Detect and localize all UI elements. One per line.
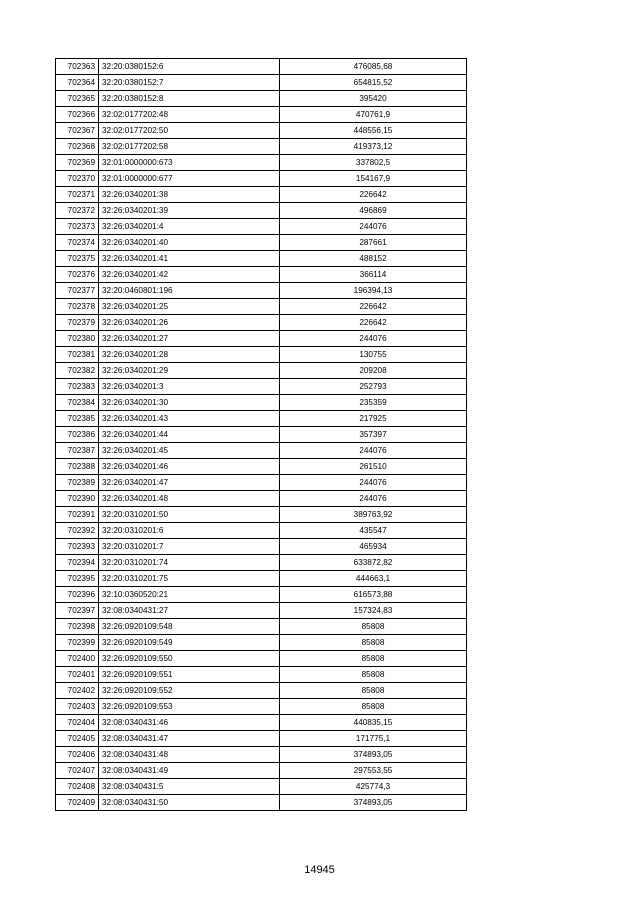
row-id-cell: 702390 bbox=[56, 491, 99, 507]
row-id-cell: 702383 bbox=[56, 379, 99, 395]
value-cell: 154167,9 bbox=[280, 171, 467, 187]
row-id-cell: 702377 bbox=[56, 283, 99, 299]
row-id-cell: 702409 bbox=[56, 795, 99, 811]
table-row bbox=[56, 219, 467, 235]
value-cell: 357397 bbox=[280, 427, 467, 443]
cadastral-number-cell: 32:26:0340201:39 bbox=[99, 203, 280, 219]
table-row bbox=[56, 331, 467, 347]
row-id-cell: 702402 bbox=[56, 683, 99, 699]
cadastral-number-cell: 32:26:0920109:548 bbox=[99, 619, 280, 635]
table-row bbox=[56, 187, 467, 203]
row-id-cell: 702367 bbox=[56, 123, 99, 139]
row-id-cell: 702391 bbox=[56, 507, 99, 523]
cadastral-number-cell: 32:26:0340201:3 bbox=[99, 379, 280, 395]
cadastral-number-cell: 32:01:0000000:677 bbox=[99, 171, 280, 187]
table-row bbox=[56, 507, 467, 523]
table-row bbox=[56, 523, 467, 539]
table-row bbox=[56, 363, 467, 379]
row-id-cell: 702388 bbox=[56, 459, 99, 475]
table-row bbox=[56, 155, 467, 171]
cadastral-number-cell: 32:26:0340201:46 bbox=[99, 459, 280, 475]
table-row bbox=[56, 539, 467, 555]
row-id-cell: 702399 bbox=[56, 635, 99, 651]
row-id-cell: 702403 bbox=[56, 699, 99, 715]
cadastral-number-cell: 32:20:0460801:196 bbox=[99, 283, 280, 299]
value-cell: 226642 bbox=[280, 315, 467, 331]
value-cell: 252793 bbox=[280, 379, 467, 395]
table-row bbox=[56, 379, 467, 395]
table-body bbox=[56, 59, 467, 811]
cadastral-number-cell: 32:26:0920109:550 bbox=[99, 651, 280, 667]
table-row bbox=[56, 667, 467, 683]
cadastral-number-cell: 32:02:0177202:50 bbox=[99, 123, 280, 139]
value-cell: 395420 bbox=[280, 91, 467, 107]
cadastral-number-cell: 32:26:0340201:30 bbox=[99, 395, 280, 411]
row-id-cell: 702379 bbox=[56, 315, 99, 331]
row-id-cell: 702363 bbox=[56, 59, 99, 75]
table-row bbox=[56, 91, 467, 107]
value-cell: 654815,52 bbox=[280, 75, 467, 91]
table-row bbox=[56, 635, 467, 651]
table-row bbox=[56, 683, 467, 699]
row-id-cell: 702387 bbox=[56, 443, 99, 459]
table-row bbox=[56, 347, 467, 363]
table-row bbox=[56, 587, 467, 603]
table-row bbox=[56, 779, 467, 795]
row-id-cell: 702407 bbox=[56, 763, 99, 779]
cadastral-number-cell: 32:26:0340201:26 bbox=[99, 315, 280, 331]
table-row bbox=[56, 715, 467, 731]
table-row bbox=[56, 235, 467, 251]
row-id-cell: 702375 bbox=[56, 251, 99, 267]
value-cell: 470761,9 bbox=[280, 107, 467, 123]
cadastral-number-cell: 32:20:0380152:8 bbox=[99, 91, 280, 107]
cadastral-number-cell: 32:26:0340201:45 bbox=[99, 443, 280, 459]
cadastral-number-cell: 32:26:0340201:48 bbox=[99, 491, 280, 507]
cadastral-number-cell: 32:08:0340431:5 bbox=[99, 779, 280, 795]
table-row bbox=[56, 443, 467, 459]
cadastral-number-cell: 32:26:0340201:40 bbox=[99, 235, 280, 251]
row-id-cell: 702380 bbox=[56, 331, 99, 347]
table-row bbox=[56, 571, 467, 587]
value-cell: 244076 bbox=[280, 331, 467, 347]
value-cell: 226642 bbox=[280, 299, 467, 315]
value-cell: 297553,55 bbox=[280, 763, 467, 779]
row-id-cell: 702385 bbox=[56, 411, 99, 427]
value-cell: 448556,15 bbox=[280, 123, 467, 139]
value-cell: 244076 bbox=[280, 475, 467, 491]
cadastral-number-cell: 32:26:0920109:551 bbox=[99, 667, 280, 683]
cadastral-number-cell: 32:20:0310201:74 bbox=[99, 555, 280, 571]
row-id-cell: 702405 bbox=[56, 731, 99, 747]
table-row bbox=[56, 619, 467, 635]
row-id-cell: 702365 bbox=[56, 91, 99, 107]
cadastral-number-cell: 32:08:0340431:48 bbox=[99, 747, 280, 763]
value-cell: 435547 bbox=[280, 523, 467, 539]
table-row bbox=[56, 59, 467, 75]
value-cell: 366114 bbox=[280, 267, 467, 283]
value-cell: 85808 bbox=[280, 683, 467, 699]
cadastral-number-cell: 32:26:0340201:29 bbox=[99, 363, 280, 379]
value-cell: 217925 bbox=[280, 411, 467, 427]
value-cell: 235359 bbox=[280, 395, 467, 411]
cadastral-number-cell: 32:08:0340431:47 bbox=[99, 731, 280, 747]
row-id-cell: 702376 bbox=[56, 267, 99, 283]
row-id-cell: 702364 bbox=[56, 75, 99, 91]
table-row bbox=[56, 491, 467, 507]
value-cell: 85808 bbox=[280, 635, 467, 651]
cadastral-value-table bbox=[55, 58, 467, 811]
cadastral-number-cell: 32:26:0340201:27 bbox=[99, 331, 280, 347]
table-row bbox=[56, 699, 467, 715]
table-row bbox=[56, 747, 467, 763]
table-row bbox=[56, 475, 467, 491]
row-id-cell: 702394 bbox=[56, 555, 99, 571]
row-id-cell: 702395 bbox=[56, 571, 99, 587]
cadastral-number-cell: 32:26:0340201:38 bbox=[99, 187, 280, 203]
cadastral-number-cell: 32:26:0920109:549 bbox=[99, 635, 280, 651]
table-row bbox=[56, 763, 467, 779]
cadastral-number-cell: 32:08:0340431:27 bbox=[99, 603, 280, 619]
cadastral-number-cell: 32:26:0340201:43 bbox=[99, 411, 280, 427]
value-cell: 244076 bbox=[280, 443, 467, 459]
cadastral-number-cell: 32:08:0340431:46 bbox=[99, 715, 280, 731]
table-row bbox=[56, 107, 467, 123]
table-row bbox=[56, 171, 467, 187]
row-id-cell: 702382 bbox=[56, 363, 99, 379]
row-id-cell: 702374 bbox=[56, 235, 99, 251]
cadastral-number-cell: 32:01:0000000:673 bbox=[99, 155, 280, 171]
cadastral-number-cell: 32:20:0310201:6 bbox=[99, 523, 280, 539]
cadastral-number-cell: 32:26:0340201:28 bbox=[99, 347, 280, 363]
table-row bbox=[56, 411, 467, 427]
value-cell: 374893,05 bbox=[280, 795, 467, 811]
row-id-cell: 702400 bbox=[56, 651, 99, 667]
row-id-cell: 702397 bbox=[56, 603, 99, 619]
cadastral-number-cell: 32:10:0360520:21 bbox=[99, 587, 280, 603]
row-id-cell: 702393 bbox=[56, 539, 99, 555]
value-cell: 337802,5 bbox=[280, 155, 467, 171]
row-id-cell: 702404 bbox=[56, 715, 99, 731]
value-cell: 244076 bbox=[280, 219, 467, 235]
table-row bbox=[56, 267, 467, 283]
table-row bbox=[56, 123, 467, 139]
cadastral-number-cell: 32:02:0177202:48 bbox=[99, 107, 280, 123]
cadastral-number-cell: 32:26:0340201:4 bbox=[99, 219, 280, 235]
row-id-cell: 702389 bbox=[56, 475, 99, 491]
row-id-cell: 702408 bbox=[56, 779, 99, 795]
cadastral-number-cell: 32:26:0340201:47 bbox=[99, 475, 280, 491]
row-id-cell: 702372 bbox=[56, 203, 99, 219]
table-row bbox=[56, 651, 467, 667]
value-cell: 419373,12 bbox=[280, 139, 467, 155]
table-row bbox=[56, 203, 467, 219]
row-id-cell: 702366 bbox=[56, 107, 99, 123]
cadastral-number-cell: 32:26:0340201:41 bbox=[99, 251, 280, 267]
value-cell: 425774,3 bbox=[280, 779, 467, 795]
page-number: 14945 bbox=[304, 864, 335, 876]
table-row bbox=[56, 731, 467, 747]
cadastral-number-cell: 32:20:0380152:6 bbox=[99, 59, 280, 75]
cadastral-number-cell: 32:20:0310201:50 bbox=[99, 507, 280, 523]
value-cell: 157324,83 bbox=[280, 603, 467, 619]
value-cell: 85808 bbox=[280, 619, 467, 635]
row-id-cell: 702396 bbox=[56, 587, 99, 603]
value-cell: 496869 bbox=[280, 203, 467, 219]
table-row bbox=[56, 299, 467, 315]
row-id-cell: 702398 bbox=[56, 619, 99, 635]
row-id-cell: 702392 bbox=[56, 523, 99, 539]
value-cell: 440835,15 bbox=[280, 715, 467, 731]
value-cell: 85808 bbox=[280, 699, 467, 715]
table-row bbox=[56, 427, 467, 443]
cadastral-number-cell: 32:26:0920109:552 bbox=[99, 683, 280, 699]
table-row bbox=[56, 251, 467, 267]
table-row bbox=[56, 395, 467, 411]
cadastral-number-cell: 32:20:0380152:7 bbox=[99, 75, 280, 91]
cadastral-number-cell: 32:26:0920109:553 bbox=[99, 699, 280, 715]
cadastral-number-cell: 32:26:0340201:44 bbox=[99, 427, 280, 443]
value-cell: 476085,68 bbox=[280, 59, 467, 75]
row-id-cell: 702371 bbox=[56, 187, 99, 203]
table-row bbox=[56, 555, 467, 571]
value-cell: 488152 bbox=[280, 251, 467, 267]
value-cell: 209208 bbox=[280, 363, 467, 379]
value-cell: 130755 bbox=[280, 347, 467, 363]
value-cell: 444663,1 bbox=[280, 571, 467, 587]
value-cell: 633872,82 bbox=[280, 555, 467, 571]
table-row bbox=[56, 459, 467, 475]
value-cell: 389763,92 bbox=[280, 507, 467, 523]
value-cell: 287661 bbox=[280, 235, 467, 251]
cadastral-number-cell: 32:26:0340201:25 bbox=[99, 299, 280, 315]
row-id-cell: 702368 bbox=[56, 139, 99, 155]
cadastral-number-cell: 32:08:0340431:50 bbox=[99, 795, 280, 811]
row-id-cell: 702370 bbox=[56, 171, 99, 187]
value-cell: 261510 bbox=[280, 459, 467, 475]
value-cell: 616573,88 bbox=[280, 587, 467, 603]
value-cell: 374893,05 bbox=[280, 747, 467, 763]
value-cell: 85808 bbox=[280, 667, 467, 683]
cadastral-number-cell: 32:20:0310201:75 bbox=[99, 571, 280, 587]
cadastral-number-cell: 32:26:0340201:42 bbox=[99, 267, 280, 283]
table-row bbox=[56, 795, 467, 811]
row-id-cell: 702406 bbox=[56, 747, 99, 763]
table-row bbox=[56, 75, 467, 91]
cadastral-number-cell: 32:02:0177202:58 bbox=[99, 139, 280, 155]
value-cell: 244076 bbox=[280, 491, 467, 507]
row-id-cell: 702369 bbox=[56, 155, 99, 171]
table-row bbox=[56, 139, 467, 155]
cadastral-number-cell: 32:20:0310201:7 bbox=[99, 539, 280, 555]
row-id-cell: 702384 bbox=[56, 395, 99, 411]
row-id-cell: 702381 bbox=[56, 347, 99, 363]
value-cell: 171775,1 bbox=[280, 731, 467, 747]
cadastral-number-cell: 32:08:0340431:49 bbox=[99, 763, 280, 779]
value-cell: 85808 bbox=[280, 651, 467, 667]
row-id-cell: 702373 bbox=[56, 219, 99, 235]
value-cell: 196394,13 bbox=[280, 283, 467, 299]
row-id-cell: 702401 bbox=[56, 667, 99, 683]
row-id-cell: 702386 bbox=[56, 427, 99, 443]
value-cell: 465934 bbox=[280, 539, 467, 555]
value-cell: 226642 bbox=[280, 187, 467, 203]
table-row bbox=[56, 603, 467, 619]
table-row bbox=[56, 283, 467, 299]
table-row bbox=[56, 315, 467, 331]
row-id-cell: 702378 bbox=[56, 299, 99, 315]
